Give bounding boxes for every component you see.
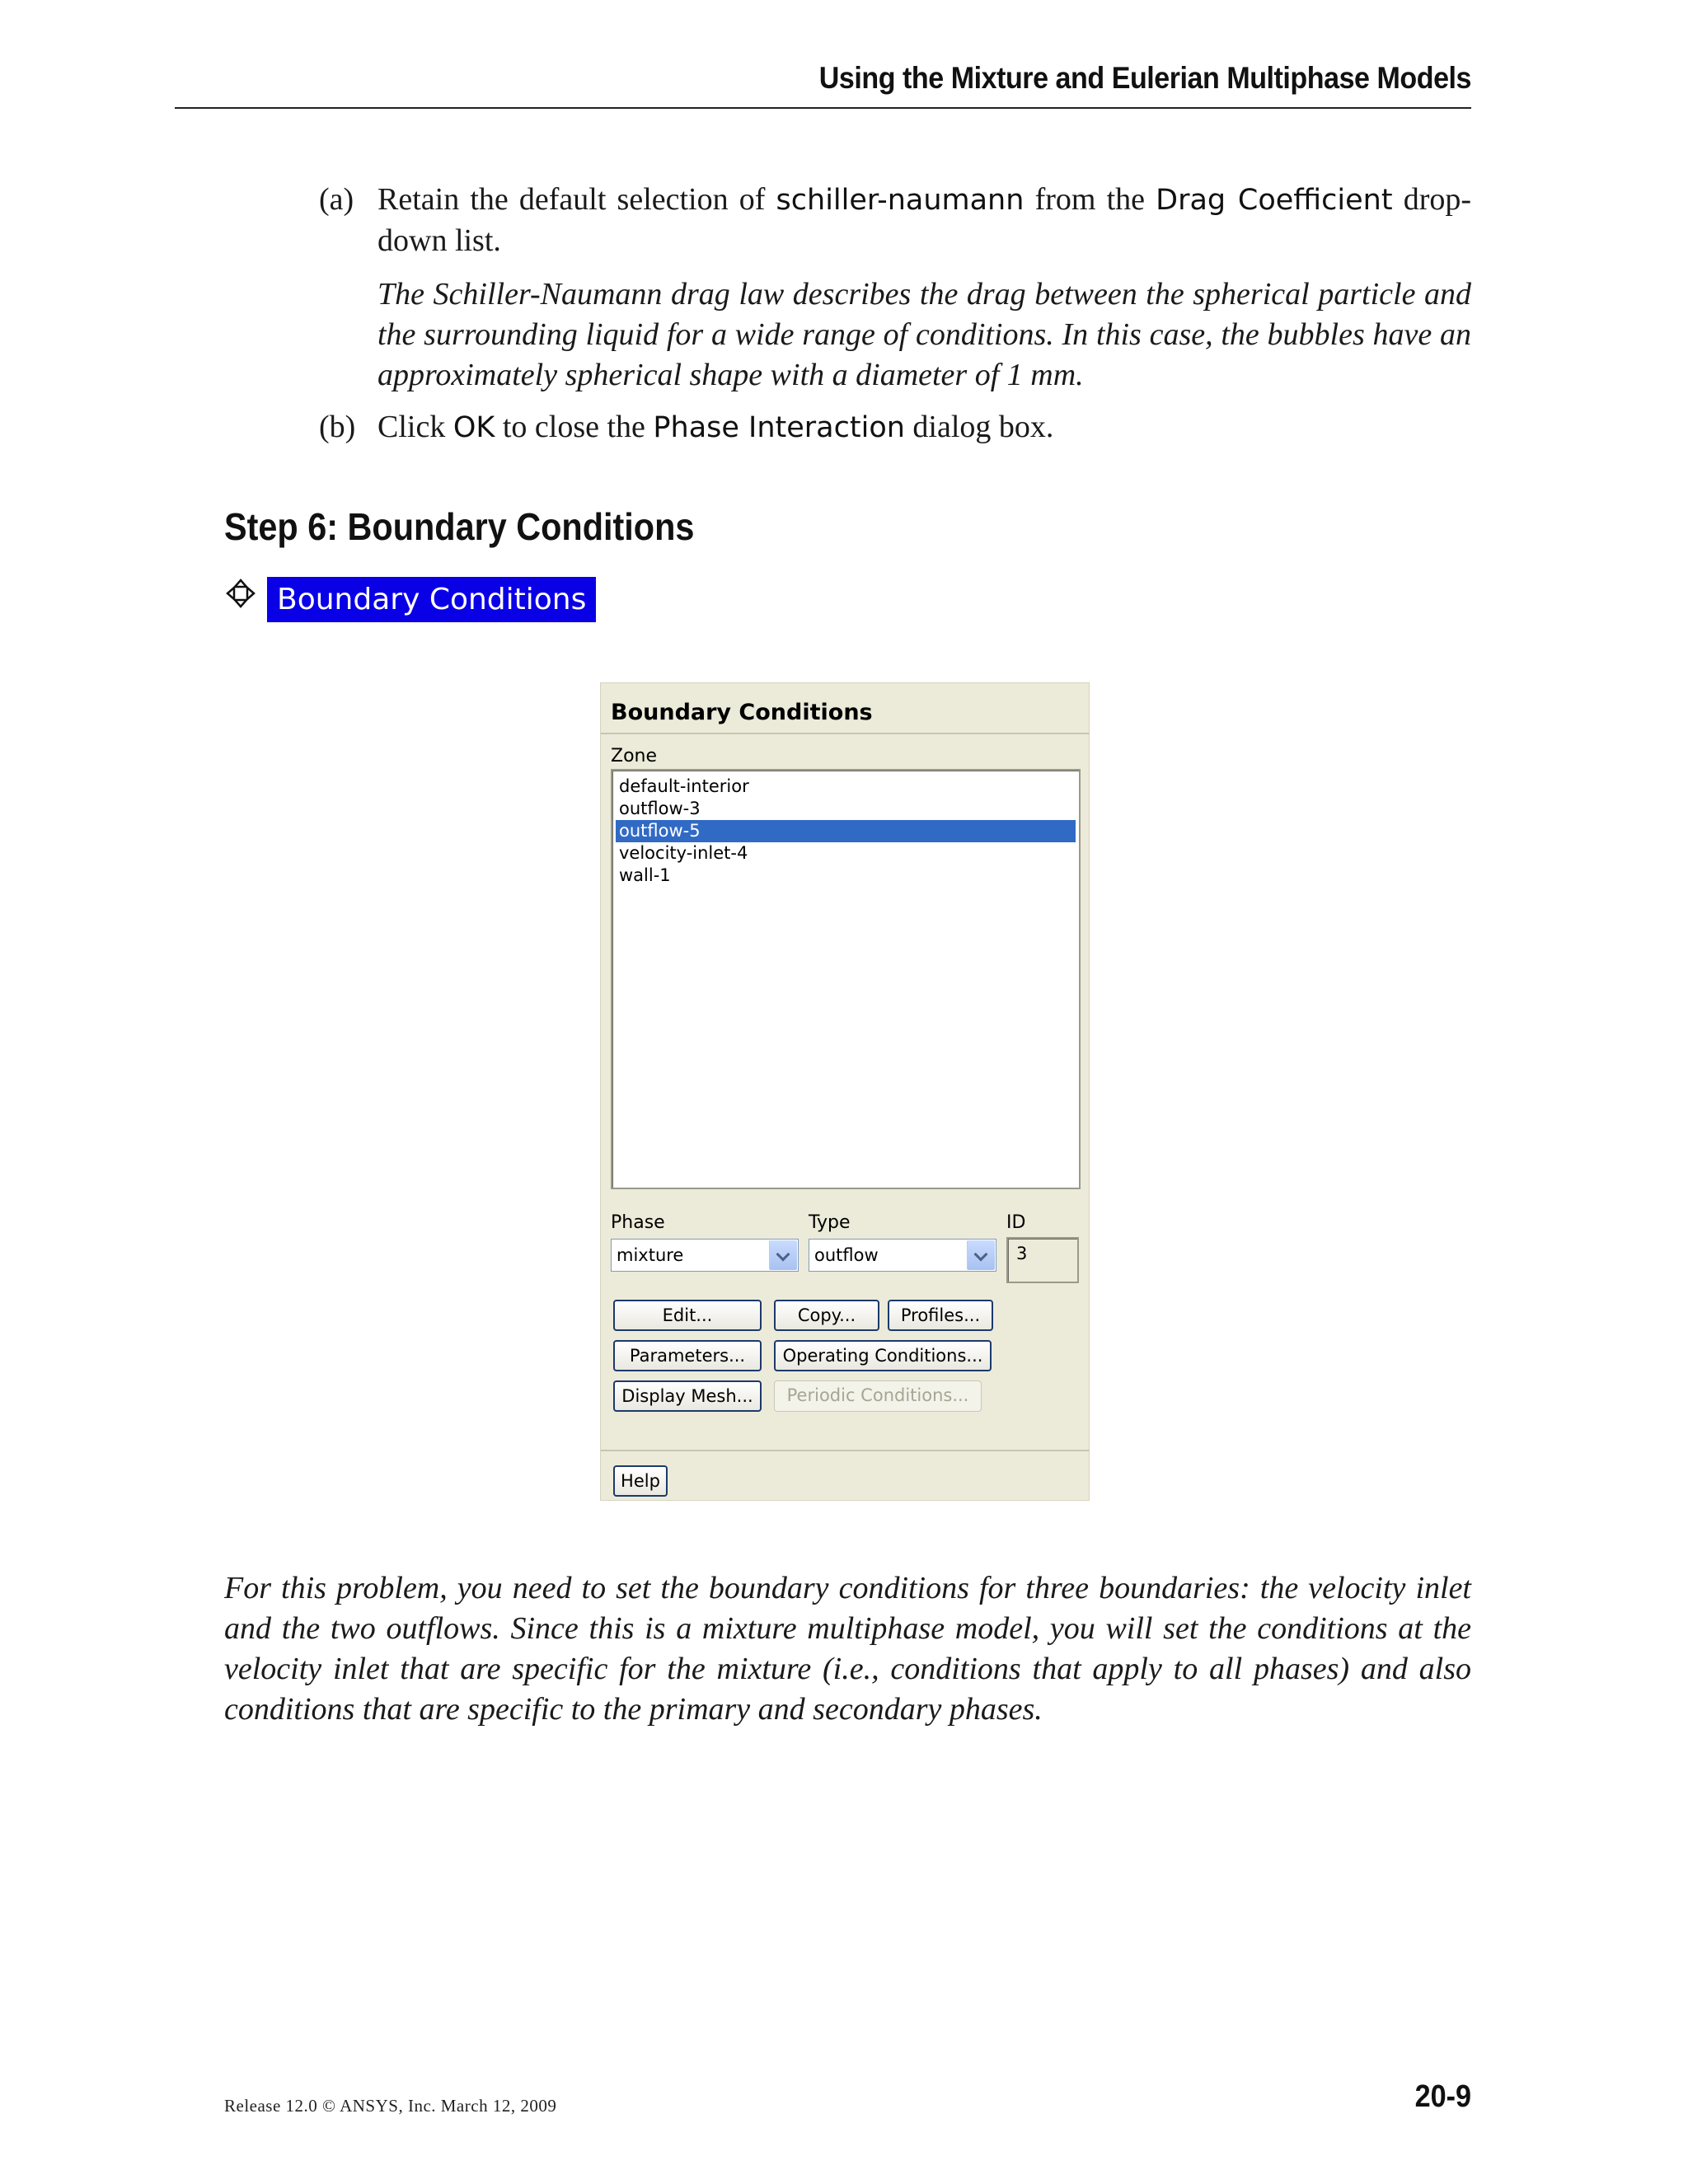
copy-button[interactable]: Copy... <box>774 1300 879 1331</box>
four-way-arrows-icon <box>224 577 257 610</box>
item-b-mid: to close the <box>495 410 654 444</box>
periodic-conditions-button: Periodic Conditions... <box>774 1380 982 1412</box>
item-b-text <box>377 407 1471 448</box>
header-rule <box>175 107 1471 109</box>
chevron-down-icon[interactable] <box>769 1240 797 1270</box>
drag-law-value: schiller-naumann <box>776 184 1025 217</box>
zone-item-wall-1[interactable]: wall-1 <box>619 865 671 885</box>
item-a-pre: Retain the default selection of <box>377 182 776 217</box>
item-a-text <box>377 180 1471 261</box>
profiles-button[interactable]: Profiles... <box>888 1300 993 1331</box>
zone-label: Zone <box>611 746 658 766</box>
item-a-label: (a) <box>319 182 354 217</box>
help-button[interactable]: Help <box>613 1465 668 1497</box>
phase-select[interactable] <box>611 1239 799 1272</box>
boundary-conditions-dialog <box>600 682 1090 1501</box>
dialog-bottom-separator <box>601 1450 1089 1451</box>
zone-item-default-interior[interactable]: default-interior <box>619 776 749 796</box>
phase-value: mixture <box>617 1245 684 1265</box>
dialog-title-separator <box>601 733 1089 734</box>
running-header: Using the Mixture and Eulerian Multiphase Models <box>818 61 1471 95</box>
type-select[interactable] <box>809 1239 996 1272</box>
operating-conditions-button[interactable]: Operating Conditions... <box>774 1340 992 1371</box>
parameters-button[interactable]: Parameters... <box>613 1340 762 1371</box>
footer-release: Release 12.0 © ANSYS, Inc. March 12, 2009 <box>224 2096 557 2116</box>
zone-item-velocity-inlet-4[interactable]: velocity-inlet-4 <box>619 843 748 863</box>
item-b-pre: Click <box>377 410 453 444</box>
closing-paragraph: For this problem, you need to set the boundary conditions for three boundaries: the velocity inlet and the two outflows. Since this is a mixture multiphase model, you will set the conditions at the velocity inlet that are specific for the mixture (i.e., conditions that apply to all phases) and also conditions that are specific to the primary and secondary phases. <box>224 1571 1471 1727</box>
step-heading: Step 6: Boundary Conditions <box>224 505 695 548</box>
type-value: outflow <box>814 1245 879 1265</box>
zone-item-outflow-5[interactable]: outflow-5 <box>616 820 1076 842</box>
chevron-down-icon[interactable] <box>967 1240 995 1270</box>
item-a-note: The Schiller-Naumann drag law describes the drag between the spherical particle and the surrounding liquid for a wide range of conditions. In this case, the bubbles have an approximately spherical shape with a diameter of 1 mm. <box>377 277 1471 392</box>
type-label: Type <box>809 1212 851 1233</box>
item-a-post: drop-down list. <box>377 182 1471 258</box>
zone-item-outflow-3[interactable]: outflow-3 <box>619 799 701 818</box>
item-b-post: dialog box. <box>904 410 1054 444</box>
page-number: 20-9 <box>1414 2079 1471 2114</box>
item-a-mid: from the <box>1024 182 1156 217</box>
edit-button[interactable]: Edit... <box>613 1300 762 1331</box>
phase-label: Phase <box>611 1212 665 1233</box>
item-b-label: (b) <box>319 410 356 444</box>
drag-coefficient-ref: Drag Coefficient <box>1156 184 1393 217</box>
boundary-conditions-nav-link[interactable]: Boundary Conditions <box>267 577 596 622</box>
display-mesh-button[interactable]: Display Mesh... <box>613 1380 762 1412</box>
zone-list[interactable] <box>611 769 1081 1189</box>
ok-ref: OK <box>452 411 495 444</box>
id-label: ID <box>1006 1212 1026 1233</box>
phase-interaction-ref: Phase Interaction <box>653 411 905 444</box>
dialog-title: Boundary Conditions <box>611 700 873 725</box>
id-field: 3 <box>1006 1237 1079 1283</box>
